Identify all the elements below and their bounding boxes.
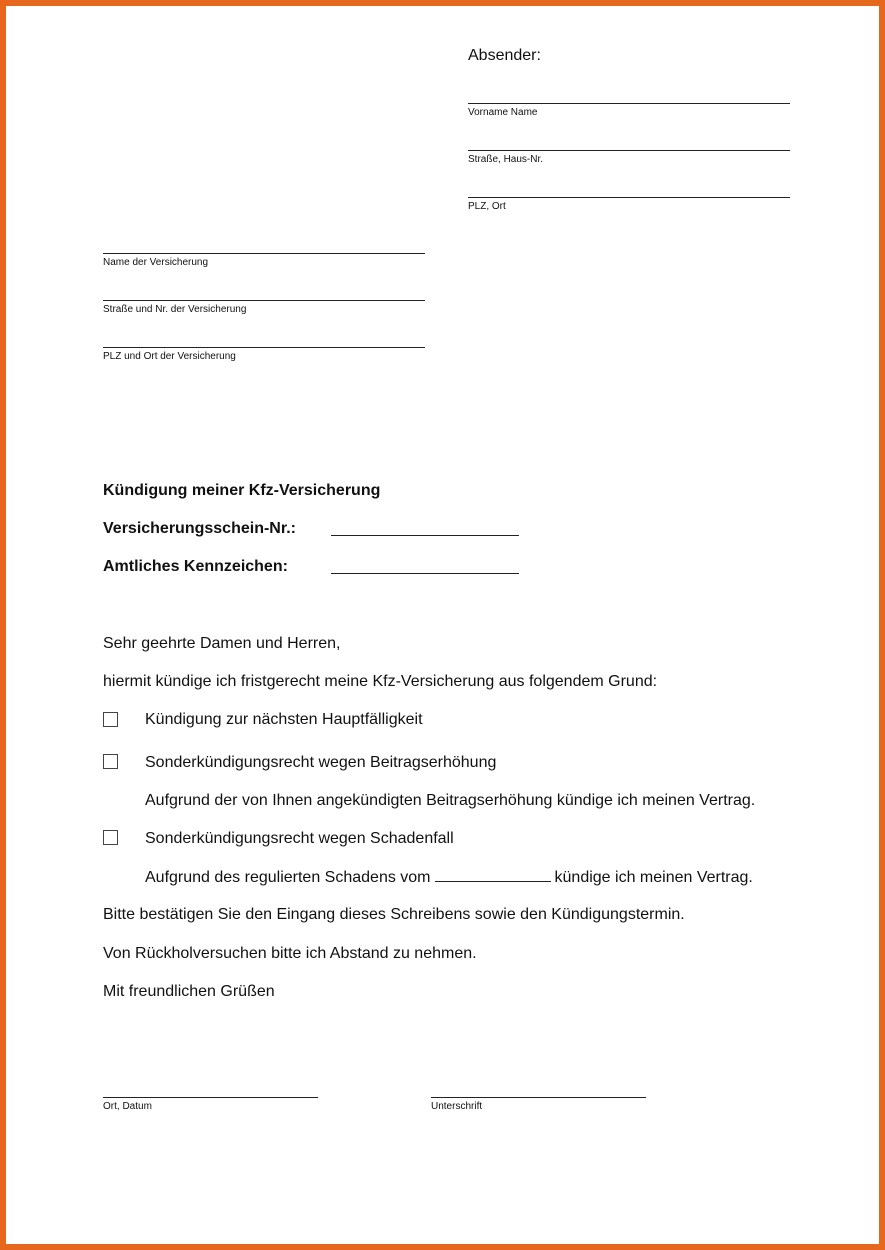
intro-text: hiermit kündige ich fristgerecht meine Kfz-Versicherung aus folgendem Grund: bbox=[103, 673, 658, 690]
sender-street-line[interactable] bbox=[468, 150, 790, 151]
policy-number-label: Versicherungsschein-Nr.: bbox=[103, 520, 296, 537]
confirmation-request: Bitte bestätigen Sie den Eingang dieses Schreibens sowie den Kündigungstermin. bbox=[103, 906, 685, 923]
license-plate-line[interactable] bbox=[331, 573, 519, 574]
checkbox-main-due-date[interactable] bbox=[103, 712, 118, 727]
claim-detail-before: Aufgrund des regulierten Schadens vom bbox=[145, 869, 431, 886]
claim-detail bbox=[145, 869, 753, 887]
signature-line[interactable] bbox=[431, 1097, 646, 1098]
sender-heading: Absender: bbox=[468, 47, 541, 64]
sender-name-label: Vorname Name bbox=[468, 107, 538, 118]
insurer-name-label: Name der Versicherung bbox=[103, 257, 209, 268]
place-date-label: Ort, Datum bbox=[103, 1101, 152, 1112]
option-premium-increase: Sonderkündigungsrecht wegen Beitragserhöhung bbox=[145, 754, 497, 771]
sender-street-label: Straße, Haus-Nr. bbox=[468, 154, 544, 165]
insurer-name-line[interactable] bbox=[103, 253, 425, 254]
insurer-street-label: Straße und Nr. der Versicherung bbox=[103, 304, 247, 315]
place-date-line[interactable] bbox=[103, 1097, 318, 1098]
claim-date-line[interactable] bbox=[435, 869, 551, 882]
option-main-due-date: Kündigung zur nächsten Hauptfälligkeit bbox=[145, 711, 423, 728]
insurer-city-label: PLZ und Ort der Versicherung bbox=[103, 351, 236, 362]
sender-city-label: PLZ, Ort bbox=[468, 201, 506, 212]
sender-city-line[interactable] bbox=[468, 197, 790, 198]
signature-label: Unterschrift bbox=[431, 1101, 483, 1112]
premium-increase-detail: Aufgrund der von Ihnen angekündigten Beitragserhöhung kündige ich meinen Vertrag. bbox=[145, 792, 756, 809]
option-claim: Sonderkündigungsrecht wegen Schadenfall bbox=[145, 830, 454, 847]
checkbox-premium-increase[interactable] bbox=[103, 754, 118, 769]
license-plate-label: Amtliches Kennzeichen: bbox=[103, 558, 288, 575]
closing: Mit freundlichen Grüßen bbox=[103, 983, 275, 1000]
insurer-street-line[interactable] bbox=[103, 300, 425, 301]
policy-number-line[interactable] bbox=[331, 535, 519, 536]
salutation: Sehr geehrte Damen und Herren, bbox=[103, 635, 341, 652]
no-retention-text: Von Rückholversuchen bitte ich Abstand zu nehmen. bbox=[103, 945, 477, 962]
checkbox-claim[interactable] bbox=[103, 830, 118, 845]
sender-name-line[interactable] bbox=[468, 103, 790, 104]
subject-title: Kündigung meiner Kfz-Versicherung bbox=[103, 482, 381, 499]
claim-detail-after: kündige ich meinen Vertrag. bbox=[554, 869, 753, 886]
insurer-city-line[interactable] bbox=[103, 347, 425, 348]
